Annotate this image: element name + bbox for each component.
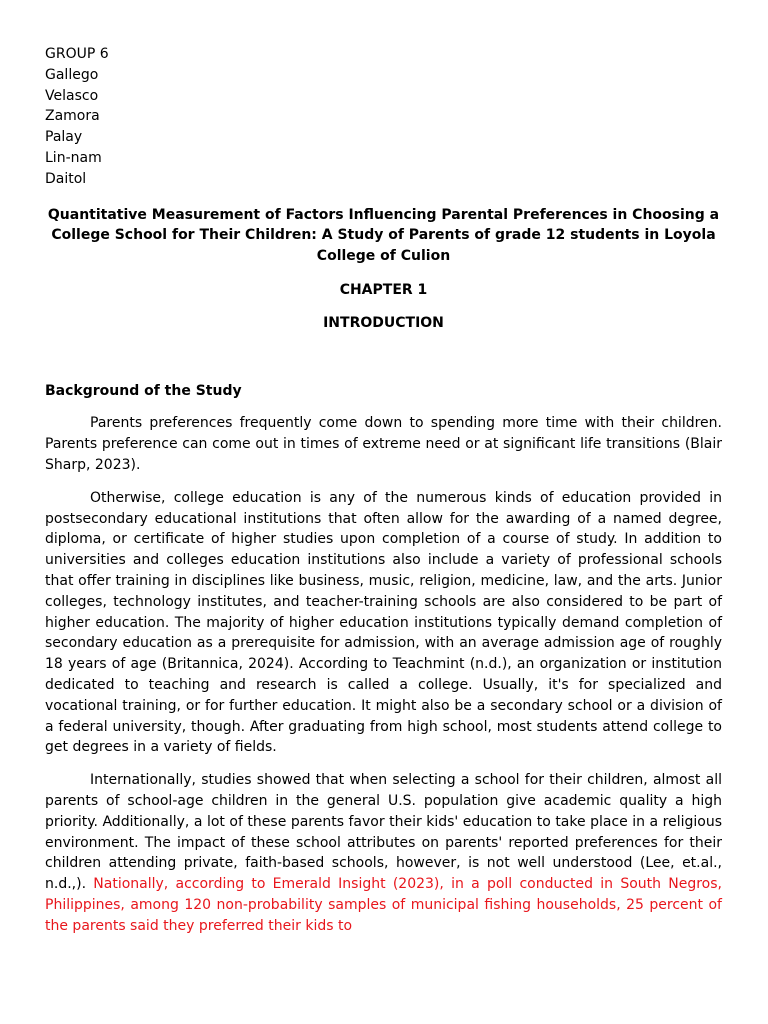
group-member: Gallego: [45, 66, 99, 83]
paragraph-2: Otherwise, college education is any of the numerous kinds of education provided in postsecondary educational institutions that often allow for the awarding of a named degree, diploma, or certificate of higher studies upon completion of a course of study. In addition to universities and colleges education institutions also include a variety of professional schools that offer training in disciplines like business, music, religion, medicine, law, and the arts. Junior colleges, technology institutes, and teacher-training schools are also considered to be part of higher education. The majority of higher education institutions typically demand completion of secondary education as a prerequisite for admission, with an average admission age of roughly 18 years of age (Britannica, 2024). According to Teachmint (n.d.), an organization or institution dedicated to teaching and research is called a college. Usually, it's for specialized and vocational training, or for further education. It might also be a secondary school or a division of a federal university, though. After graduating from high school, most students attend college to get degrees in a variety of fields.: [45, 489, 722, 756]
paragraph-3-text: Internationally, studies showed that when selecting a school for their children, almost all parents of school-age children in the general U.S. population give academic quality a high priority. Additionally, a lot of these parents favor their kids' education to take place in a religious environment. The impact of these school attributes on parents' reported preferences for their children attending private, faith-based schools, however, is not well understood (Lee, et.al., n.d.,).: [45, 772, 722, 893]
chapter-heading: CHAPTER 1: [339, 281, 428, 298]
group-member: Zamora: [45, 108, 100, 125]
group-member: Lin-nam: [45, 149, 102, 166]
paragraph-3-highlighted-text: Nationally, according to Emerald Insight (2023), in a poll conducted in South Negros, Philippines, among 120 non-probability samples of municipal fishing households, 25 percent of the parents said they preferred their kids to: [45, 876, 722, 934]
section-heading-background: Background of the Study: [45, 382, 242, 399]
group-member: Palay: [45, 129, 83, 146]
introduction-heading: INTRODUCTION: [323, 314, 444, 331]
group-member: Velasco: [45, 87, 99, 104]
group-member: Daitol: [45, 170, 87, 187]
group-label: GROUP 6: [45, 46, 109, 62]
paragraph-3: [45, 770, 722, 936]
paragraph-1: Parents preferences frequently come down to spending more time with their children. Parents preference can come out in times of extreme need or at significant life transitions (Blair Sharp, 2023).: [45, 415, 722, 473]
document-page: [45, 44, 722, 936]
group-member-list: [45, 44, 722, 190]
paper-title: Quantitative Measurement of Factors Influencing Parental Preferences in Choosing a College School for Their Children: A Study of Parents of grade 12 students in Loyola College of Culion: [47, 206, 720, 265]
